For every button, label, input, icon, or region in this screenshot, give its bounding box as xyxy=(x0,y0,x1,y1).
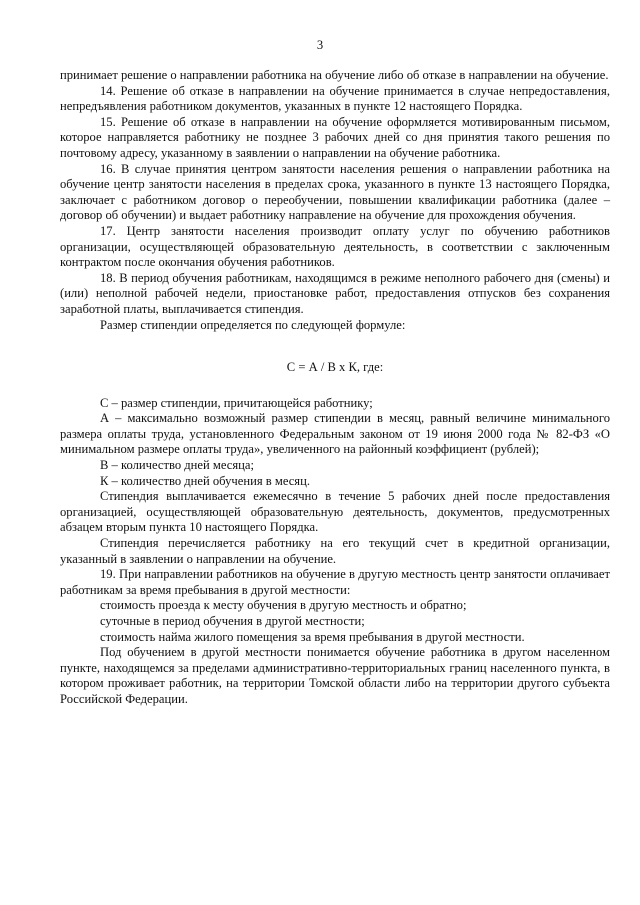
formula-var-b: В – количество дней месяца; xyxy=(100,458,254,473)
paragraph-19: 19. При направлении работников на обучение в другую местность центр занятости оплачивает работникам за время пребывания в другой местности: xyxy=(60,567,610,597)
stipend-payment: Стипендия выплачивается ежемесячно в течение 5 рабочих дней после предоставления организацией, осуществляющей образовательную деятельность, документов, предусмотренных абзацем вторым пункта 10 настоящего Порядка. xyxy=(60,489,610,535)
paragraph-other-locality: Под обучением в другой местности понимается обучение работника в другом населенном пункте, находящемся за пределами административно-территориальных границ населенного пункта, в котором проживает работник, на территории Томской области либо на территории другого субъекта Российской Федерации. xyxy=(60,645,610,706)
list-item-housing: стоимость найма жилого помещения за время пребывания в другой местности. xyxy=(100,629,525,644)
stipend-formula: С = А / В х К, где: xyxy=(286,360,384,375)
formula-var-c: С – размер стипендии, причитающейся работнику; xyxy=(100,395,373,410)
paragraph-14: 14. Решение об отказе в направлении на обучение принимается в случае непредоставления, непредъявления работником документов, указанных в пункте 12 настоящего Порядка. xyxy=(60,83,610,114)
list-item-travel: стоимость проезда к месту обучения в другую местность и обратно; xyxy=(100,598,467,613)
paragraph-18: 18. В период обучения работникам, находящимся в режиме неполного рабочего дня (смены) и (или) неполной рабочей недели, приостановке работ, предоставления отпусков без сохранения заработной платы, выплачивается стипендия. xyxy=(60,270,610,316)
paragraph-continuation: принимает решение о направлении работника на обучение либо об отказе в направлении на обучение. xyxy=(60,68,609,82)
formula-var-k: К – количество дней обучения в месяц. xyxy=(100,473,310,488)
paragraph-16: 16. В случае принятия центром занятости населения решения о направлении работника на обучение центр занятости населения в пределах срока, указанного в пункте 13 настоящего Порядка, заключает с работником договор о переобучении, повышении квалификации работника (далее – договор об обучении) и выдает работнику направление на обучение для прохождения обучения. xyxy=(60,161,610,223)
paragraph-17: 17. Центр занятости населения производит оплату услуг по обучению работников организации, осуществляющей образовательную деятельность, в соответствии с заключенным контрактом после окончания обучения работников. xyxy=(60,223,610,270)
page-number: 3 xyxy=(316,38,324,52)
list-item-per-diem: суточные в период обучения в другой местности; xyxy=(100,614,365,628)
paragraph-15: 15. Решение об отказе в направлении на обучение оформляется мотивированным письмом, которое направляется работнику не позднее 3 рабочих дней со дня принятия такого решения по почтовому адресу, указанному в заявлении о направлении на обучение работника. xyxy=(60,114,610,160)
stipend-transfer: Стипендия перечисляется работнику на его текущий счет в кредитной организации, указанный в заявлении о направлении на обучение. xyxy=(60,536,610,566)
formula-var-a: А – максимально возможный размер стипендии в месяц, равный величине минимального размера оплаты труда, установленного Федеральным законом от 19 июня 2000 года № 82-ФЗ «О минимальном размере оплаты труда», увеличенного на районный коэффициент (рублей); xyxy=(60,411,610,457)
formula-intro: Размер стипендии определяется по следующей формуле: xyxy=(100,317,406,332)
document-body xyxy=(60,68,610,708)
